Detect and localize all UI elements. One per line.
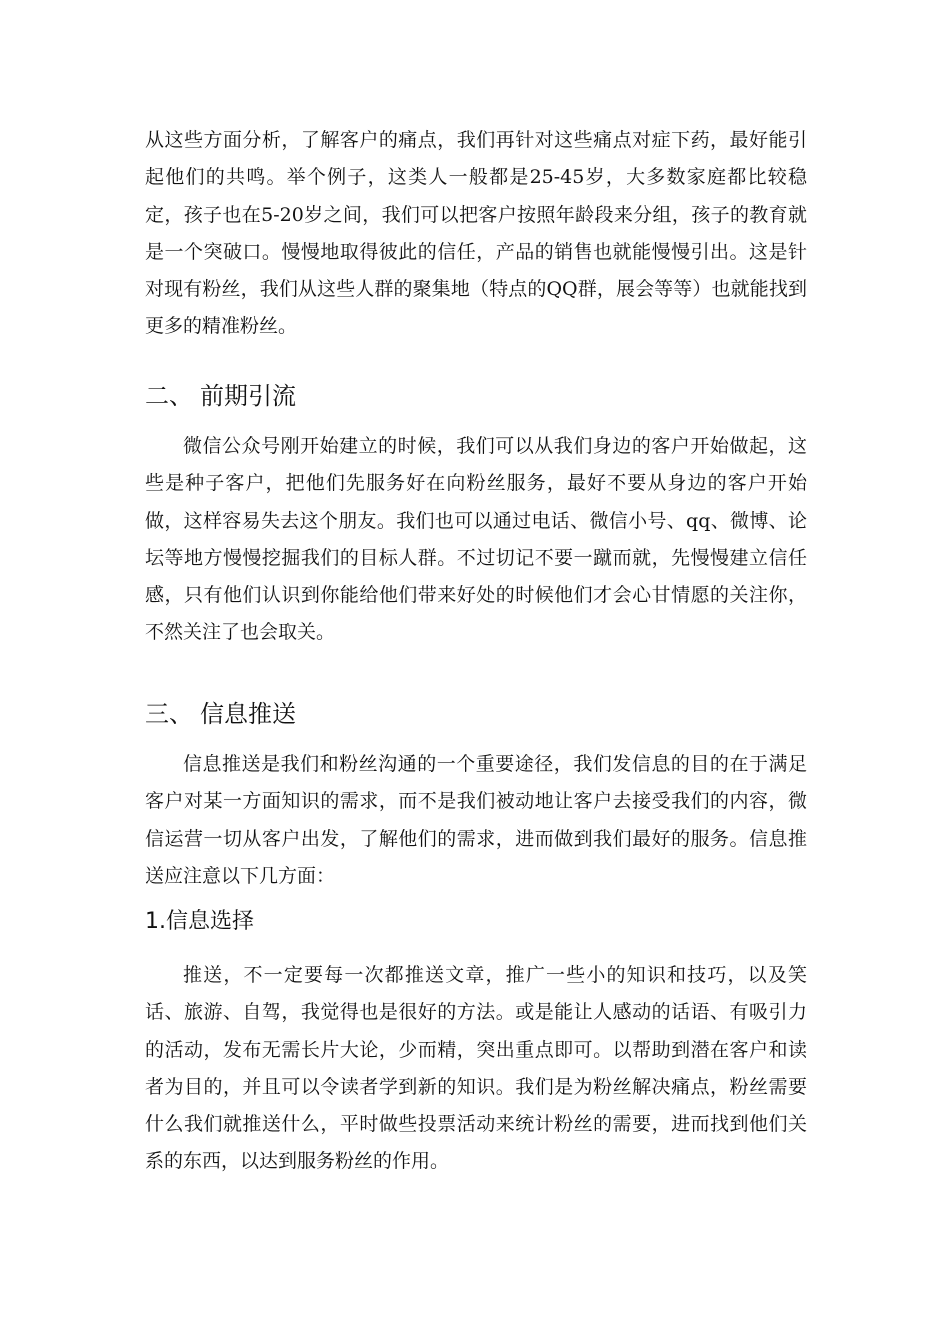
- body-paragraph-early-traffic: 微信公众号刚开始建立的时候，我们可以从我们身边的客户开始做起，这些是种子客户，把他们先服务好在向粉丝服务，最好不要从身边的客户开始做，这样容易失去这个朋友。我们也可以通过电话、微信小号、qq、微博、论坛等地方慢慢挖掘我们的目标人群。不过切记不要一蹴而就，先慢慢建立信任感，只有他们认识到你能给他们带来好处的时候他们才会心甘情愿的关注你，不然关注了也会取关。: [145, 435, 807, 644]
- section-number: 三、: [145, 700, 193, 728]
- subheading-info-selection: 1.信息选择: [145, 909, 254, 934]
- body-paragraph-customer-pain-points: 从这些方面分析，了解客户的痛点，我们再针对这些痛点对症下药，最好能引起他们的共鸣。举个例子，这类人一般都是25-45岁，大多数家庭都比较稳定，孩子也在5-20岁之间，我们可以把客户按照年龄段来分组，孩子的教育就是一个突破口。慢慢地取得彼此的信任，产品的销售也就能慢慢引出。这是针对现有粉丝，我们从这些人群的聚集地（特点的QQ群，展会等等）也就能找到更多的精准粉丝。: [145, 129, 807, 338]
- section-title: 前期引流: [200, 382, 296, 410]
- section-title: 信息推送: [200, 700, 296, 728]
- section-heading-early-traffic: [145, 380, 807, 412]
- section-heading-info-push: [145, 698, 807, 730]
- body-paragraph-info-selection: 推送，不一定要每一次都推送文章，推广一些小的知识和技巧，以及笑话、旅游、自驾，我觉得也是很好的方法。或是能让人感动的话语、有吸引力的活动，发布无需长片大论，少而精，突出重点即可。以帮助到潜在客户和读者为目的，并且可以令读者学到新的知识。我们是为粉丝解决痛点，粉丝需要什么我们就推送什么，平时做些投票活动来统计粉丝的需要，进而找到他们关系的东西，以达到服务粉丝的作用。: [145, 964, 807, 1173]
- section-number: 二、: [145, 382, 193, 410]
- body-paragraph-info-push: 信息推送是我们和粉丝沟通的一个重要途径，我们发信息的目的在于满足客户对某一方面知识的需求，而不是我们被动地让客户去接受我们的内容，微信运营一切从客户出发，了解他们的需求，进而做到我们最好的服务。信息推送应注意以下几方面：: [145, 753, 807, 887]
